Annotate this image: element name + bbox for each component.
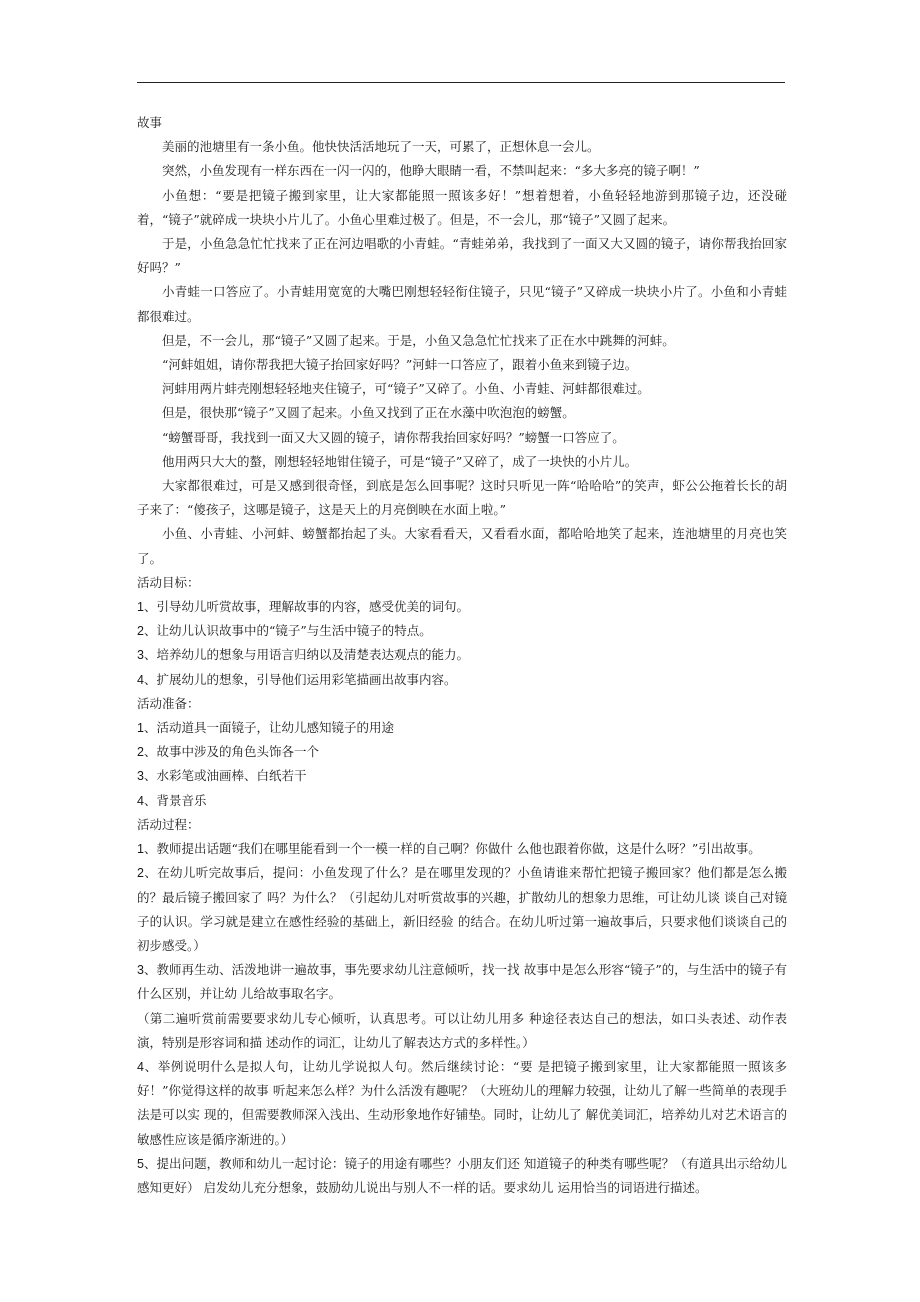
process-number: 3 [137,963,144,978]
prep-number: 3 [137,769,144,784]
goals-heading: 活动目标： [137,574,200,590]
process-heading: 活动过程： [137,816,200,832]
story-paragraph: 但是，不一会儿，那“镜子”又圆了起来。于是，小鱼又急急忙忙找来了正在水中跳舞的河蚌。 [162,332,675,348]
goal-number: 3 [137,648,144,663]
goal-text: 、扩展幼儿的想象，引导他们运用彩笔描画出故事内容。 [143,671,457,687]
story-paragraph: 于是，小鱼急急忙忙找来了正在河边唱歌的小青蛙。“青蛙弟弟，我找到了一面又大又圆的镜子，请你帮我抬回家好吗？” [137,236,787,276]
process-number: 5 [137,1156,144,1171]
goal-text: 、培养幼儿的想象与用语言归纳以及清楚表达观点的能力。 [143,647,469,663]
prep-number: 4 [137,793,144,808]
process-number: 2 [137,866,144,881]
prep-item [137,764,787,788]
story-paragraph: 突然，小鱼发现有一样东西在一闪一闪的，他睁大眼睛一看，不禁叫起来：“多大多亮的镜子啊！” [162,163,700,179]
process-text: 、举例说明什么是拟人句，让幼儿学说拟人句。然后继续讨论：“要 是把镜子搬到家里，让大家都能照一照该多好！”你觉得这样的故事 听起来怎么样？为什么活泼有趣呢？（大班幼儿的理解力较强，让幼儿了解一些简单的表现手法是可以实 现的，但需要教师深入浅出、生动形象地作好铺垫。同时，让幼儿了 解优美词汇，培养幼儿对艺术语言的敏感性应该是循序渐进的。） [137,1058,787,1147]
story-paragraph: 小鱼想：“要是把镜子搬到家里，让大家都能照一照该多好！”想着想着，小鱼轻轻地游到那镜子边，还没碰着，“镜子”就碎成一块块小片儿了。小鱼心里难过极了。但是，不一会儿，那“镜子”又圆了起来。 [137,187,787,227]
process-item [137,837,787,861]
process-item [137,861,787,958]
goal-item [137,595,787,619]
story-paragraph: “螃蟹哥哥，我找到一面又大又圆的镜子，请你帮我抬回家好吗？”螃蟹一口答应了。 [162,429,625,445]
process-number: 1 [137,842,144,857]
prep-text: 、水彩笔或油画棒、白纸若干 [143,768,307,784]
process-note-text: （第二遍听赏前需要要求幼儿专心倾听，认真思考。可以让幼儿用多 种途径表达自己的想法，如口头表述、动作表演，特别是形容词和描 述动作的词汇，让幼儿了解表达方式的多样性。） [137,1010,787,1050]
prep-item [137,716,787,740]
process-text: 、在幼儿听完故事后，提问：小鱼发现了什么？是在哪里发现的？小鱼请谁来帮忙把镜子搬回家？他们都是怎么搬的？最后镜子搬回家了 吗？为什么？（引起幼儿对听赏故事的兴趣，扩散幼儿的想象力思维，可让幼儿谈 谈自己对镜子的认识。学习就是建立在感性经验的基础上，新旧经验 的结合。在幼儿听过第一遍故事后，只要求他们谈谈自己的初步感受。） [137,865,787,953]
process-note [137,1007,787,1055]
story-paragraph: 美丽的池塘里有一条小鱼。他快快活活地玩了一天，可累了，正想休息一会儿。 [162,139,600,155]
prep-number: 2 [137,745,144,760]
goal-item [137,643,787,667]
prep-heading: 活动准备： [137,695,200,711]
process-item [137,958,787,1006]
story-paragraph: 大家都很难过，可是又感到很奇怪，到底是怎么回事呢？这时只听见一阵“哈哈哈”的笑声，虾公公拖着长长的胡子来了：“傻孩子，这哪是镜子，这是天上的月亮倒映在水面上啦。” [137,478,787,518]
process-text: 、教师提出话题“我们在哪里能看到一个一模一样的自己啊？你做什 么他也跟着你做，这是什么呀？”引出故事。 [143,841,761,857]
prep-item [137,740,787,764]
document-body [137,111,787,1200]
story-paragraph: 河蚌用两片蚌壳刚想轻轻地夹住镜子，可“镜子”又碎了。小鱼、小青蛙、河蚌都很难过。 [162,381,650,397]
story-heading: 故事 [137,115,163,130]
goal-text: 、让幼儿认识故事中的“镜子”与生活中镜子的特点。 [143,623,432,639]
header-rule [137,82,785,83]
prep-text: 、背景音乐 [143,792,207,808]
goal-number: 4 [137,672,144,687]
goal-text: 、引导幼儿听赏故事，理解故事的内容，感受优美的词句。 [143,599,469,615]
goal-item [137,619,787,643]
goal-number: 2 [137,624,144,639]
prep-text: 、故事中涉及的角色头饰各一个 [143,744,319,760]
goal-item [137,668,787,692]
story-paragraph: 但是，很快那“镜子”又圆了起来。小鱼又找到了正在水藻中吹泡泡的螃蟹。 [162,405,575,421]
story-paragraph: 他用两只大大的螯，刚想轻轻地钳住镜子，可是“镜子”又碎了，成了一块快的小片儿。 [162,453,638,469]
process-text: 、提出问题，教师和幼儿一起讨论：镜子的用途有哪些？小朋友们还 知道镜子的种类有哪些呢？（有道具出示给幼儿感知更好） 启发幼儿充分想象，鼓励幼儿说出与别人不一样的话。要求幼儿 运用恰当的词语进行描述。 [137,1155,787,1195]
prep-text: 、活动道具一面镜子，让幼儿感知镜子的用途 [143,720,394,736]
process-item [137,1152,787,1200]
prep-number: 1 [137,721,144,736]
goal-number: 1 [137,600,144,615]
story-paragraph: 小鱼、小青蛙、小河蚌、螃蟹都抬起了头。大家看看天，又看看水面，都哈哈地笑了起来，连池塘里的月亮也笑了。 [137,526,787,566]
story-paragraph: 小青蛙一口答应了。小青蛙用宽宽的大嘴巴刚想轻轻衔住镜子，只见“镜子”又碎成一块块小片了。小鱼和小青蛙都很难过。 [137,284,787,324]
process-text: 、教师再生动、活泼地讲一遍故事，事先要求幼儿注意倾听，找一找 故事中是怎么形容“镜子”的，与生活中的镜子有什么区别，并让幼 儿给故事取名字。 [137,962,787,1002]
process-item [137,1055,787,1152]
story-paragraph: “河蚌姐姐，请你帮我把大镜子抬回家好吗？”河蚌一口答应了，跟着小鱼来到镜子边。 [162,357,638,373]
process-number: 4 [137,1059,144,1074]
prep-item [137,789,787,813]
